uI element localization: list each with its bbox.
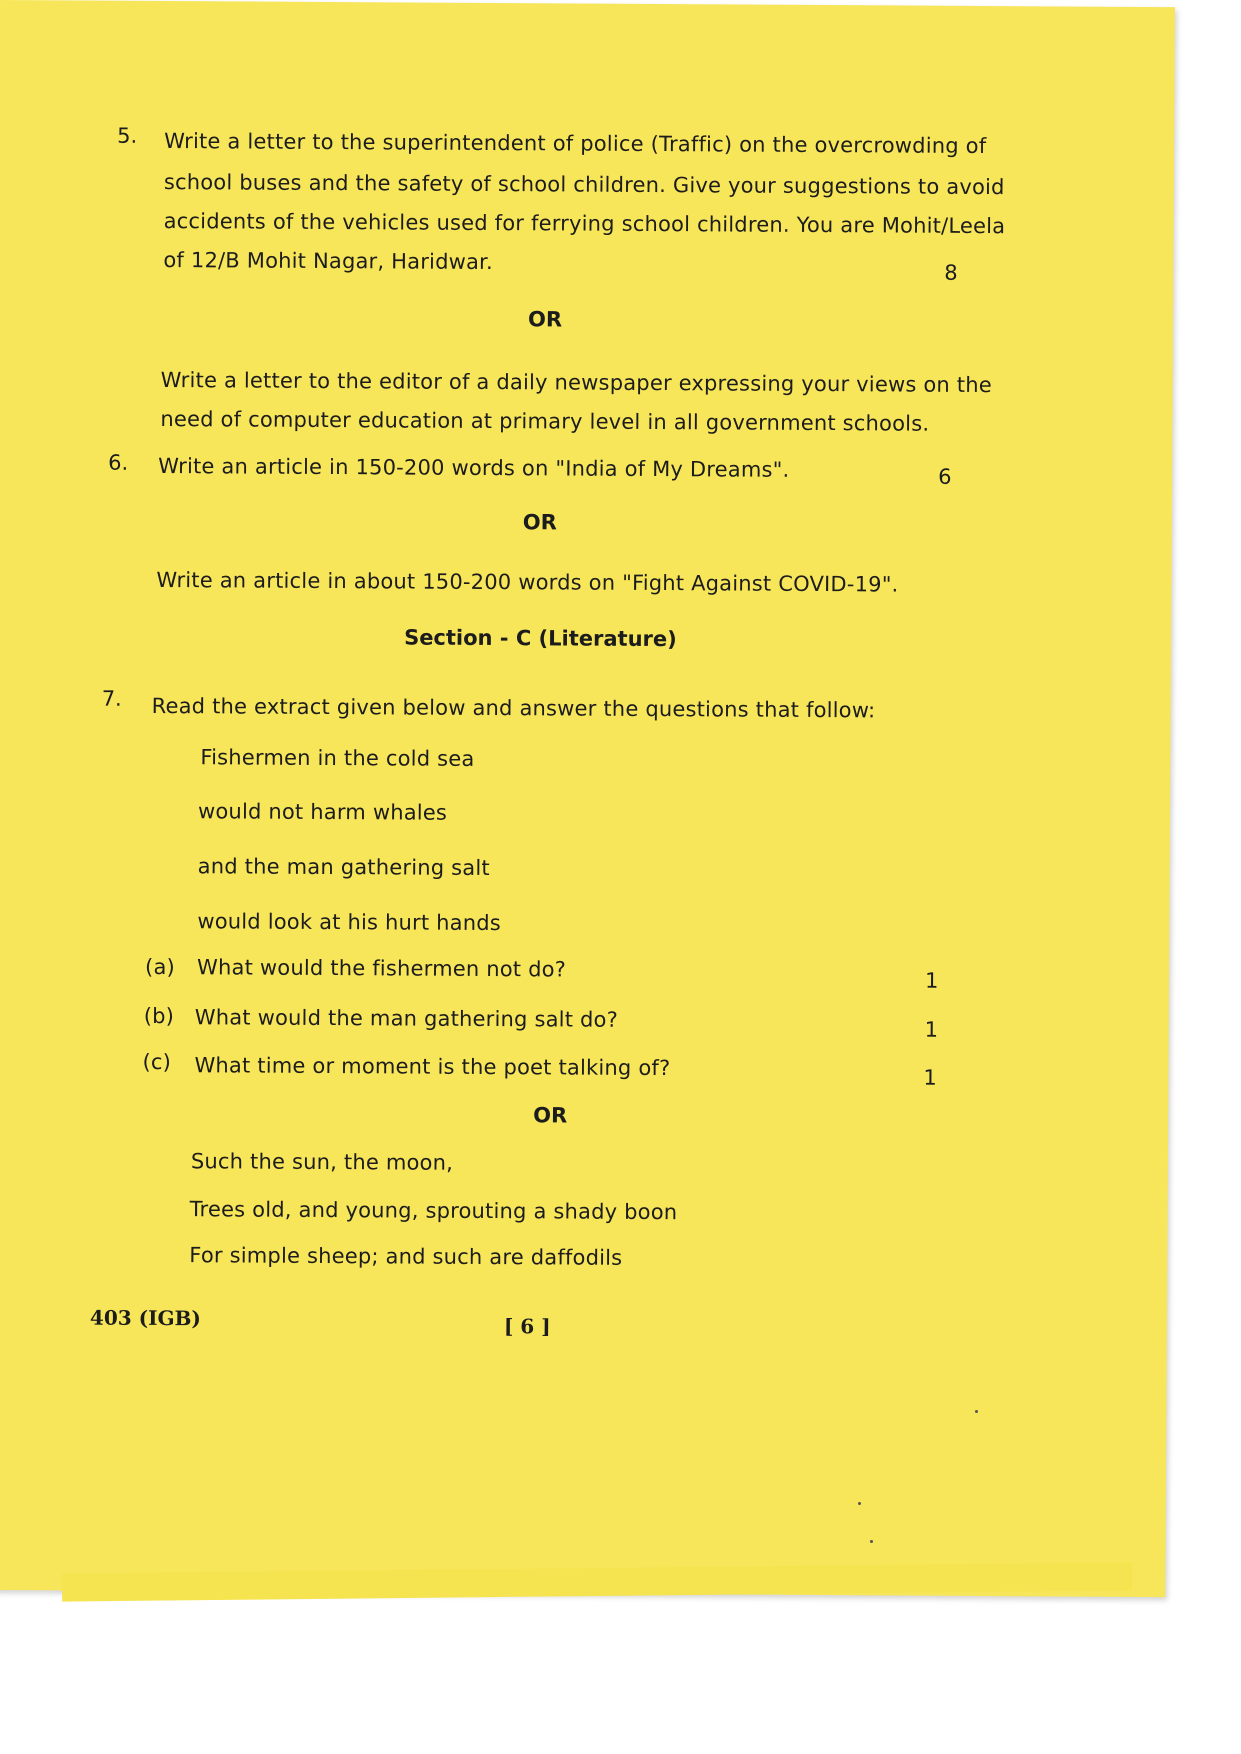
- scan-speck: [975, 1410, 978, 1413]
- q7-intro: Read the extract given below and answer the questions that follow:: [151, 693, 876, 723]
- q5-line-1: Write a letter to the superintendent of police (Traffic) on the overcrowding of: [164, 129, 987, 159]
- q5-marks: 8: [944, 260, 958, 285]
- paper-code: 403 (IGB): [89, 1305, 202, 1331]
- scan-speck: [870, 1540, 873, 1543]
- q7-alt-poem-line-1: Such the sun, the moon,: [190, 1149, 454, 1175]
- q5-alt-line-2: need of computer education at primary level in all government schools.: [160, 406, 930, 436]
- q5-line-3: accidents of the vehicles used for ferrying school children. You are Mohit/Leela: [163, 209, 1006, 239]
- q7-alt-poem-line-3: For simple sheep; and such are daffodils: [189, 1243, 623, 1270]
- q7-or-label: OR: [533, 1103, 568, 1128]
- q7-number: 7.: [101, 686, 122, 711]
- q5-or-label: OR: [527, 307, 563, 332]
- q7-poem-line-1: Fishermen in the cold sea: [200, 745, 475, 771]
- q7c-label: (c): [142, 1049, 172, 1075]
- q7c-text: What time or moment is the poet talking of?: [194, 1053, 671, 1081]
- q5-number: 5.: [117, 123, 138, 148]
- q5-line-4: of 12/B Mohit Nagar, Haridwar.: [163, 248, 493, 275]
- q7a-text: What would the fishermen not do?: [197, 955, 567, 982]
- q7b-marks: 1: [924, 1017, 939, 1042]
- q6-text: Write an article in 150-200 words on "India of My Dreams".: [158, 453, 790, 482]
- q6-number: 6.: [108, 450, 129, 475]
- q6-or-label: OR: [522, 510, 557, 535]
- q7-poem-line-4: would look at his hurt hands: [197, 909, 502, 936]
- scan-speck: [858, 1502, 861, 1505]
- q7-poem-line-2: would not harm whales: [197, 799, 448, 825]
- q7a-marks: 1: [924, 968, 939, 993]
- q6-alt-text: Write an article in about 150-200 words on "Fight Against COVID-19".: [156, 567, 899, 597]
- page-number: [ 6 ]: [503, 1314, 551, 1339]
- q7b-label: (b): [143, 1003, 175, 1029]
- q5-alt-line-1: Write a letter to the editor of a daily newspaper expressing your views on the: [160, 367, 992, 398]
- q7a-label: (a): [145, 954, 176, 980]
- q7c-marks: 1: [923, 1065, 937, 1090]
- q7-poem-line-3: and the man gathering salt: [197, 854, 490, 881]
- q7b-text: What would the man gathering salt do?: [194, 1005, 619, 1032]
- q7-alt-poem-line-2: Trees old, and young, sprouting a shady boon: [189, 1197, 678, 1225]
- q6-marks: 6: [938, 464, 952, 489]
- q5-line-2: school buses and the safety of school children. Give your suggestions to avoid: [163, 170, 1005, 200]
- section-c-heading: Section - C (Literature): [404, 625, 677, 652]
